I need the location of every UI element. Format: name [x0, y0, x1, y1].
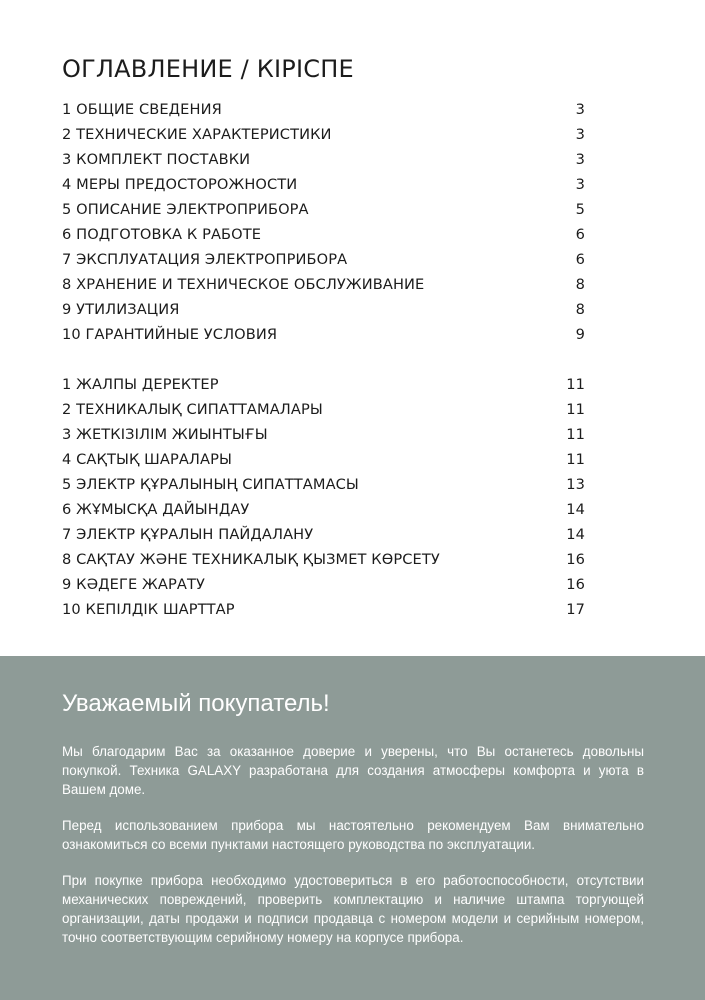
toc-item-label: 1 ОБЩИЕ СВЕДЕНИЯ	[62, 101, 222, 118]
toc-item-page: 14	[566, 501, 585, 518]
toc-item	[62, 497, 585, 522]
toc-item	[62, 97, 585, 122]
toc-item-page: 6	[575, 226, 585, 243]
toc-list-ru	[62, 97, 585, 347]
toc-item-label: 5 ОПИСАНИЕ ЭЛЕКТРОПРИБОРА	[62, 201, 309, 218]
toc-item-page: 8	[575, 301, 585, 318]
toc-item	[62, 147, 585, 172]
toc-item-page: 3	[575, 101, 585, 118]
toc-item-label: 4 МЕРЫ ПРЕДОСТОРОЖНОСТИ	[62, 176, 298, 193]
toc-item-label: 7 ЭКСПЛУАТАЦИЯ ЭЛЕКТРОПРИБОРА	[62, 251, 348, 268]
toc-item	[62, 222, 585, 247]
toc-item	[62, 272, 585, 297]
toc-item	[62, 597, 585, 622]
toc-item-page: 11	[566, 426, 585, 443]
toc-item-label: 5 ЭЛЕКТР ҚҰРАЛЫНЫҢ СИПАТТАМАСЫ	[62, 476, 359, 493]
toc-item	[62, 522, 585, 547]
toc-item-page: 6	[575, 251, 585, 268]
toc-item-label: 8 САҚТАУ ЖӘНЕ ТЕХНИКАЛЫҚ ҚЫЗМЕТ КӨРСЕТУ	[62, 551, 440, 568]
toc-item	[62, 422, 585, 447]
toc-item-label: 2 ТЕХНИЧЕСКИЕ ХАРАКТЕРИСТИКИ	[62, 126, 332, 143]
toc-item-label: 6 ЖҰМЫСҚА ДАЙЫНДАУ	[62, 501, 250, 518]
toc-item-page: 13	[566, 476, 585, 493]
toc-item-page: 5	[575, 201, 585, 218]
toc-item	[62, 172, 585, 197]
welcome-paragraph: Перед использованием прибора мы настоятельно рекомендуем Вам внимательно ознакомиться со всеми пунктами настоящего руководства по эксплуатации.	[62, 818, 644, 852]
toc-item-label: 9 КӘДЕГЕ ЖАРАТУ	[62, 576, 205, 593]
toc-item	[62, 372, 585, 397]
toc-item	[62, 122, 585, 147]
toc-item	[62, 547, 585, 572]
toc-item-page: 9	[575, 326, 585, 343]
toc-item-page: 8	[575, 276, 585, 293]
toc-item-page: 3	[575, 151, 585, 168]
toc-item-label: 3 КОМПЛЕКТ ПОСТАВКИ	[62, 151, 251, 168]
toc-item	[62, 197, 585, 222]
toc-item	[62, 397, 585, 422]
toc-item-label: 10 ГАРАНТИЙНЫЕ УСЛОВИЯ	[62, 326, 278, 343]
toc-item-page: 17	[566, 601, 585, 618]
toc-item-page: 3	[575, 176, 585, 193]
toc-item-label: 2 ТЕХНИКАЛЫҚ СИПАТТАМАЛАРЫ	[62, 401, 323, 418]
welcome-paragraph: Мы благодарим Вас за оказанное доверие и уверены, что Вы останетесь довольны покупкой. Техника GALAXY разработана для создания атмосферы комфорта и уюта в Вашем доме.	[62, 744, 644, 797]
toc-item-label: 7 ЭЛЕКТР ҚҰРАЛЫН ПАЙДАЛАНУ	[62, 526, 314, 543]
toc-item-page: 16	[566, 576, 585, 593]
toc-item	[62, 247, 585, 272]
welcome-heading: Уважаемый покупатель!	[62, 690, 330, 717]
toc-item	[62, 572, 585, 597]
toc-item-page: 14	[566, 526, 585, 543]
welcome-paragraph: При покупке прибора необходимо удостовериться в его работоспособности, отсутствии механических повреждений, проверить комплектацию и наличие штампа торгующей организации, даты продажи и подписи продавца с номером модели и серийным номером, точно соответствующим серийному номеру на корпусе прибора.	[62, 873, 644, 945]
toc-item-label: 9 УТИЛИЗАЦИЯ	[62, 301, 180, 318]
toc-item	[62, 447, 585, 472]
welcome-panel	[0, 656, 705, 1000]
toc-item-label: 3 ЖЕТКІЗІЛІМ ЖИЫНТЫҒЫ	[62, 426, 268, 443]
toc-item-label: 6 ПОДГОТОВКА К РАБОТЕ	[62, 226, 262, 243]
toc-item-label: 4 САҚТЫҚ ШАРАЛАРЫ	[62, 451, 232, 468]
toc-item	[62, 472, 585, 497]
toc-item-page: 11	[566, 451, 585, 468]
toc-item-page: 3	[575, 126, 585, 143]
toc-item-label: 1 ЖАЛПЫ ДЕРЕКТЕР	[62, 376, 219, 393]
toc-item-page: 16	[566, 551, 585, 568]
toc-item-page: 11	[566, 401, 585, 418]
toc-item	[62, 322, 585, 347]
toc-item-label: 10 КЕПІЛДІК ШАРТТАР	[62, 601, 235, 618]
toc-item-label: 8 ХРАНЕНИЕ И ТЕХНИЧЕСКОЕ ОБСЛУЖИВАНИЕ	[62, 276, 425, 293]
toc-item	[62, 297, 585, 322]
toc-list-kz	[62, 372, 585, 622]
toc-item-page: 11	[566, 376, 585, 393]
toc-title: ОГЛАВЛЕНИЕ / КІРІСПЕ	[62, 55, 354, 83]
